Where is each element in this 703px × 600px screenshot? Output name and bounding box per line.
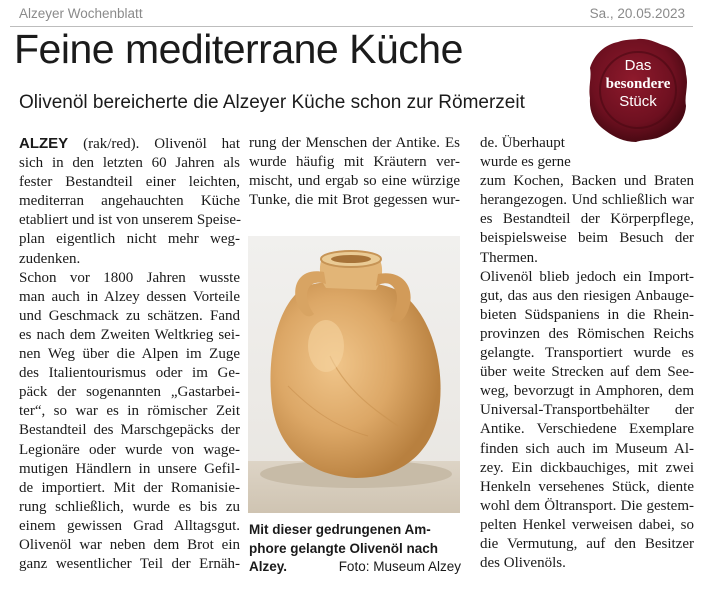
article-column-1 [19, 134, 240, 574]
seal-text-line3: Stück [619, 93, 657, 110]
text-line: die Vermutung, auf den Besitzer [480, 535, 694, 552]
text-line: wurde es gerne [480, 154, 571, 171]
text-line: über weite Strecken auf dem See- [480, 364, 694, 381]
text-line: gelangte. Transportiert wurde es [480, 345, 694, 362]
amphora-photo [248, 236, 460, 513]
text-line: wohl dem Öltransport. Die gestem- [480, 497, 694, 514]
dateline: ALZEY [19, 135, 69, 152]
subheadline: Olivenöl bereicherte die Alzeyer Küche schon zur Römerzeit [19, 92, 525, 113]
text-line: Henkeln versehenes Stück, diente [480, 478, 694, 495]
text-line: zudenken. [19, 250, 81, 267]
text-line: fester Bestandteil einer leichten, [19, 174, 240, 191]
text-line: etabliert und ist von unserem Speise- [19, 212, 242, 229]
text-line: es nach dem Zweiten Weltkrieg sei- [19, 326, 240, 343]
text-line: Universal-Transportbehälter der [480, 402, 694, 419]
text-line: mediterran angehauchten Küche [19, 193, 240, 210]
text-line: päck der sogenannten „Gastarbei- [19, 384, 240, 401]
caption-line: Mit dieser gedrungenen Am- [249, 522, 431, 537]
text-line: mutigen Händlern in unsere Gefil- [19, 460, 240, 477]
text-line: provinzen des Römischen Reichs [480, 325, 694, 342]
text-line: mischt, und ergab so eine würzige [249, 173, 460, 190]
seal-text-line1: Das [624, 57, 652, 74]
text-line: herangezogen. Und schließlich war [480, 192, 694, 209]
seal-text-line2: besondere [605, 76, 671, 92]
text-line: Legionäre oder wurde von wage- [19, 441, 240, 458]
text-line: Olivenöl war neben dem Brot ein [19, 536, 240, 553]
text-line: des Olivenöls. [480, 555, 566, 572]
publication-name: Alzeyer Wochenblatt [19, 6, 143, 21]
wax-seal-badge [586, 36, 690, 144]
text-line: Antike. Verschiedene Exemplare [480, 421, 694, 438]
text-line: de. Überhaupt [480, 135, 565, 151]
publication-date: Sa., 20.05.2023 [589, 6, 685, 21]
text-line: weg, bevorzugt in Amphoren, dem [480, 383, 694, 400]
text-line: Bestandteil des Marschgepäcks der [19, 422, 240, 439]
article-column-2 [249, 134, 460, 210]
text-line: Tunke, die mit Brot gegessen wur- [249, 192, 460, 209]
text-line: rung schließlich, wurde es bis zu [19, 498, 240, 515]
photo-caption [249, 521, 461, 577]
text-line: de importiert. Mit der Romanisie- [19, 479, 240, 496]
text-line: man auch in Alzey dessen Vorteile [19, 288, 240, 305]
text-line: sich in den letzten 60 Jahren als [19, 155, 240, 172]
text-line: pelten Henkel verweisen dabei, so [480, 516, 694, 533]
article-column-3 [480, 134, 694, 573]
text-line: ganz wesentlicher Teil der Ernäh- [19, 556, 240, 573]
photo-credit: Foto: Museum Alzey [338, 559, 461, 574]
text-line: Schon vor 1800 Jahren wusste [19, 269, 240, 286]
text-line: und Geschmack zu schätzen. Fand [19, 307, 240, 324]
text-line: bieten Südspaniens in die Rhein- [480, 306, 694, 323]
text-line: nen Weg über die Alpen im Zuge [19, 346, 240, 363]
text-line: Olivenöl blieb jedoch ein Import- [480, 268, 694, 285]
headline: Feine mediterrane Küche [14, 26, 463, 72]
text-line: wurde häufig mit Kräutern ver- [249, 154, 460, 171]
text-line: zum Kochen, Backen und Braten [480, 173, 694, 190]
text-line: zey. Ein dickbauchiges, mit zwei [480, 459, 694, 476]
text-line: beispielsweise beim Besuch der [480, 230, 694, 247]
text-line: einem gewissen Grad Alltagsgut. [19, 517, 240, 534]
caption-line: phore gelangte Olivenöl nach [249, 540, 439, 556]
text-line: finden sich auch im Museum Al- [480, 440, 694, 457]
text-line: ALZEY (rak/red). Olivenöl hat [19, 135, 240, 152]
text-line: rung der Menschen der Antike. Es [249, 135, 460, 151]
text-line: plan eigentlich nicht mehr weg- [19, 231, 240, 248]
caption-line: Alzey. Foto: Museum Alzey [249, 558, 461, 577]
text-line: es Bestandteil der Körperpflege, [480, 211, 694, 228]
text-line: des Italientourismus oder im Ge- [19, 365, 240, 382]
text-line: Thermen. [480, 249, 538, 266]
text-line: ter“, so war es in römischer Zeit [19, 403, 240, 420]
text-line: gut, das aus den riesigen Anbauge- [480, 287, 694, 304]
